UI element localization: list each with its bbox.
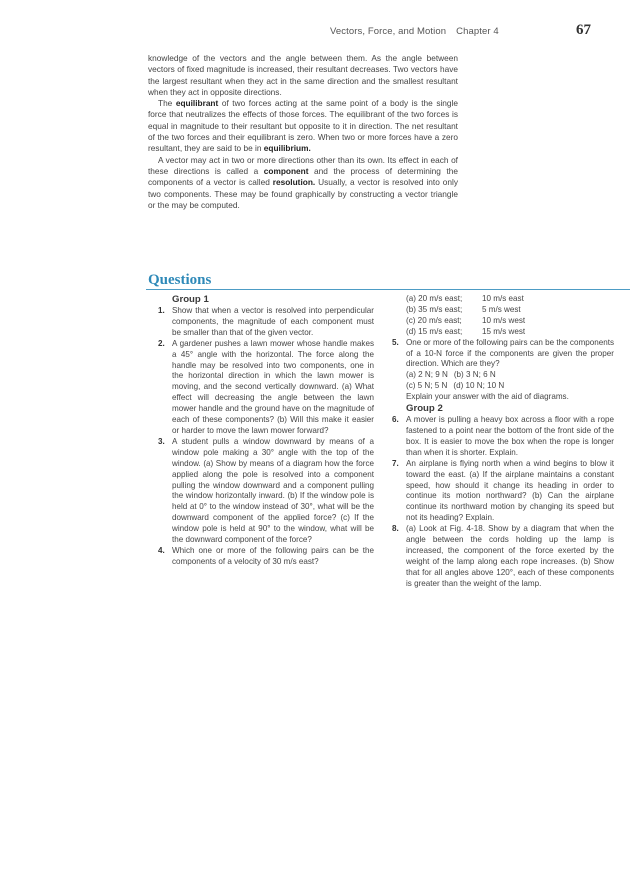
question-1 [148, 306, 374, 339]
paragraph-text: and the process of determining the components of a vector is called [148, 165, 458, 188]
questions-heading: Questions [148, 272, 212, 288]
term-equilibrant: equilibrant [175, 98, 219, 109]
question-2 [148, 339, 374, 437]
question-8 [382, 524, 614, 589]
answer-option [382, 305, 614, 316]
option-part: (a) 20 m/s east; [406, 294, 463, 303]
question-number: 2. [158, 338, 165, 348]
question-text: An airplane is flying north when a wind begins to blow it toward the east. (a) If the airplane maintains a constant speed, how should it change its heading in order to continue its motion northward? (b) Can the airplane continue its northward motion by changing its speed but not its heading? Explain. [406, 458, 614, 523]
answer-option: (a) 2 N; 9 N [406, 370, 448, 380]
option-part: 15 m/s west [482, 326, 526, 336]
paragraph-text: knowledge of the vectors and the angle between them. As the angle between vectors of fixed magnitude is increased, their resultant decreases. Two vectors have the largest resultant when they act in the same direction and the smallest resultant when they act in opposite directions. [148, 53, 458, 97]
question-text: Which one or more of the following pairs can be the components of a velocity of 30 m/s east? [172, 545, 374, 566]
running-header [330, 26, 499, 37]
option-part: 10 m/s east [482, 294, 524, 303]
question-number: 3. [158, 436, 165, 446]
term-equilibrium: equilibrium. [263, 143, 311, 154]
paragraph-text: Usually, a vector is resolved into only two components. These may be found graphically by constructing a vector triangle or the may be computed. [148, 177, 459, 210]
chapter-label: Chapter 4 [456, 26, 499, 37]
paragraph-text: A vector may act in two or more directions other than its own. Its effect in each of these directions is called a [148, 154, 458, 176]
question-number: 8. [392, 524, 399, 534]
question-4 [148, 546, 374, 568]
option-part: (b) 35 m/s east; [406, 304, 463, 314]
section-rule [146, 289, 630, 290]
question-3 [148, 437, 374, 546]
question-text: A student pulls a window downward by means of a window pole making a 30° angle with the top of the window. (a) Show by means of a diagram how the force applied along the pole is resolved into a component pulling the window downward and a component pulling the window horizontally inward. (b) If the window pole is held at 0° to the window instead of 30°, what will be the downward component of the applied force? (c) If the window pole is held at 90° to the window, what will be the downward component of the force? [172, 436, 374, 545]
answer-options-row [382, 370, 614, 381]
question-number: 4. [158, 545, 165, 555]
term-component: component [263, 165, 309, 176]
question-note: Explain your answer with the aid of diagrams. [406, 392, 569, 402]
question-5 [382, 338, 614, 371]
questions-right-column [382, 294, 614, 590]
paragraph [148, 53, 458, 98]
question-text: (a) Look at Fig. 4-18. Show by a diagram that when the angle between the cords holding up the lamp is increased, the component of the force exerted by the weight of the lamp along each rope increases. (b) Show that for all angles above 120°, each of these components is greater than the weight of the lamp. [406, 524, 614, 588]
group-2-title: Group 2 [406, 403, 443, 415]
answer-option [382, 294, 614, 305]
option-part: 5 m/s west [482, 304, 521, 314]
page-number: 67 [576, 22, 591, 38]
answer-option [382, 316, 614, 327]
answer-options-row [382, 381, 614, 392]
answer-option [382, 327, 614, 338]
question-6 [382, 415, 614, 459]
question-text: Show that when a vector is resolved into perpendicular components, the magnitude of each component must be smaller than that of the given vector. [172, 306, 374, 337]
body-text [148, 53, 458, 211]
question-7 [382, 459, 614, 524]
questions-left-column [148, 294, 374, 568]
question-number: 5. [392, 337, 399, 347]
question-text: A gardener pushes a lawn mower whose handle makes a 45° angle with the horizontal. The force along the handle may be resolved into two components, one in the horizontal direction in which the lawn mower is moving, and the second vertically downward. (a) What effect will decreasing the angle between the lawn mower handle and the ground have on the magnitude of each of these components? (b) Will this make it easier or harder to move the lawn mower forward? [172, 338, 374, 435]
question-text: One or more of the following pairs can be the components of a 10-N force if the components are given the proper direction. Which are they? [406, 337, 614, 369]
question-number: 1. [158, 306, 165, 315]
paragraph-text: The [158, 98, 176, 109]
question-number: 6. [392, 415, 399, 425]
question-number: 7. [392, 458, 399, 468]
paragraph-text: of two forces acting at the same point of a body is the single force that neutralizes the effects of those forces. The equilibrant of the two forces is equal in magnitude to their resultant but opposite to it in direction. The net resultant of the two forces and their equilibrant is zero. When two or more forces have a zero resultant, they are said to be in [148, 98, 458, 154]
option-part: (d) 15 m/s east; [406, 326, 463, 336]
answer-option: (c) 5 N; 5 N [406, 381, 448, 391]
answer-option: (b) 3 N; 6 N [453, 370, 496, 380]
question-text: A mover is pulling a heavy box across a floor with a rope fastened to a point near the bottom of the front side of the box. It is easier to move the box when the rope is longer than when it is shorter. Explain. [406, 415, 614, 457]
answer-option: (d) 10 N; 10 N [453, 381, 505, 391]
running-title: Vectors, Force, and Motion [330, 26, 447, 37]
term-resolution: resolution. [272, 177, 316, 188]
option-part: 10 m/s west [482, 315, 526, 325]
group-1-title: Group 1 [172, 294, 209, 305]
option-part: (c) 20 m/s east; [406, 315, 462, 325]
paragraph [148, 155, 458, 211]
paragraph [148, 98, 458, 154]
